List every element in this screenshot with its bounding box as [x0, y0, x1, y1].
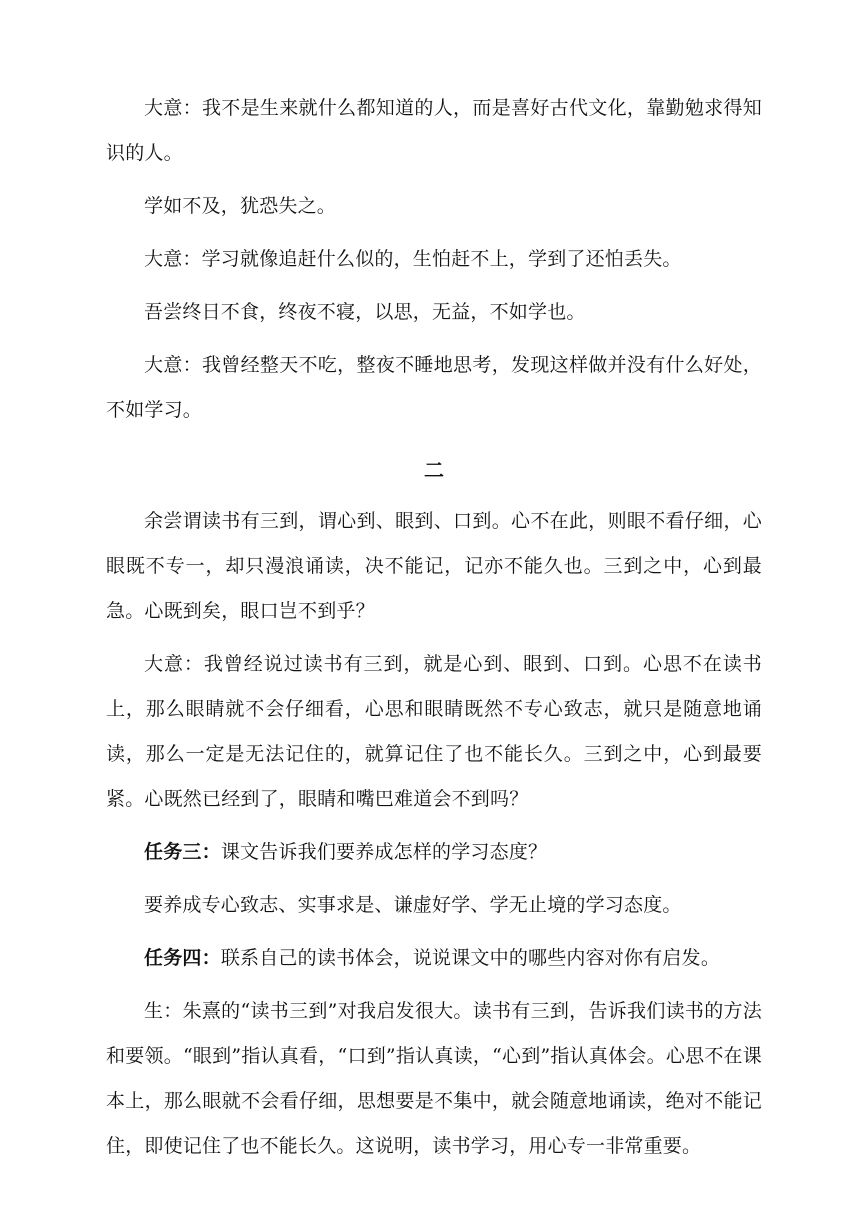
- section-title: 二: [424, 458, 444, 482]
- task-three-answer: 要养成专心致志、实事求是、谦虚好学、学无止境的学习态度。: [144, 894, 682, 916]
- task-four-question: 联系自己的读书体会，说说课文中的哪些内容对你有启发。: [220, 947, 721, 969]
- paragraph-classical-meaning: 大意：我曾经说过读书有三到，就是心到、眼到、口到。心思不在读书上，那么眼睛就不会仔细看，心思和眼睛既然不专心致志，就只是随意地诵读，那么一定是无法记住的，就算记住了也不能长久。三到之中，心到最要紧。心既然已经到了，眼睛和嘴巴难道会不到吗？: [106, 653, 762, 810]
- task-three-label: 任务三：: [144, 841, 221, 863]
- task-four-answer: 生：朱熹的“读书三到”对我启发很大。读书有三到，告诉我们读书的方法和要领。“眼到”指认真看，“口到”指认真读，“心到”指认真体会。心思不在课本上，那么眼就不会看仔细，思想要是不集中，就会随意地诵读，绝对不能记住，即使记住了也不能长久。这说明，读书学习，用心专一非常重要。: [106, 1000, 762, 1157]
- paragraph-meaning-3: 大意：我曾经整天不吃，整夜不睡地思考，发现这样做并没有什么好处，不如学习。: [106, 354, 762, 421]
- paragraph-meaning-1: 大意：我不是生来就什么都知道的人，而是喜好古代文化，靠勤勉求得知识的人。: [106, 97, 762, 164]
- task-four: [106, 936, 762, 981]
- document-content: [106, 86, 762, 1177]
- paragraph-classical-text: 余尝谓读书有三到，谓心到、眼到、口到。心不在此，则眼不看仔细，心眼既不专一，却只漫浪诵读，决不能记，记亦不能久也。三到之中，心到最急。心既到矣，眼口岂不到乎？: [106, 510, 762, 622]
- paragraph-quote-3: 吾尝终日不食，终夜不寝，以思，无益，不如学也。: [144, 301, 586, 323]
- paragraph-meaning-2: 大意：学习就像追赶什么似的，生怕赶不上，学到了还怕丢失。: [144, 248, 682, 270]
- paragraph-quote-2: 学如不及，犹恐失之。: [144, 195, 337, 217]
- task-four-label: 任务四：: [144, 947, 221, 969]
- task-three: [106, 830, 762, 875]
- task-three-question: 课文告诉我们要养成怎样的学习态度？: [220, 841, 548, 863]
